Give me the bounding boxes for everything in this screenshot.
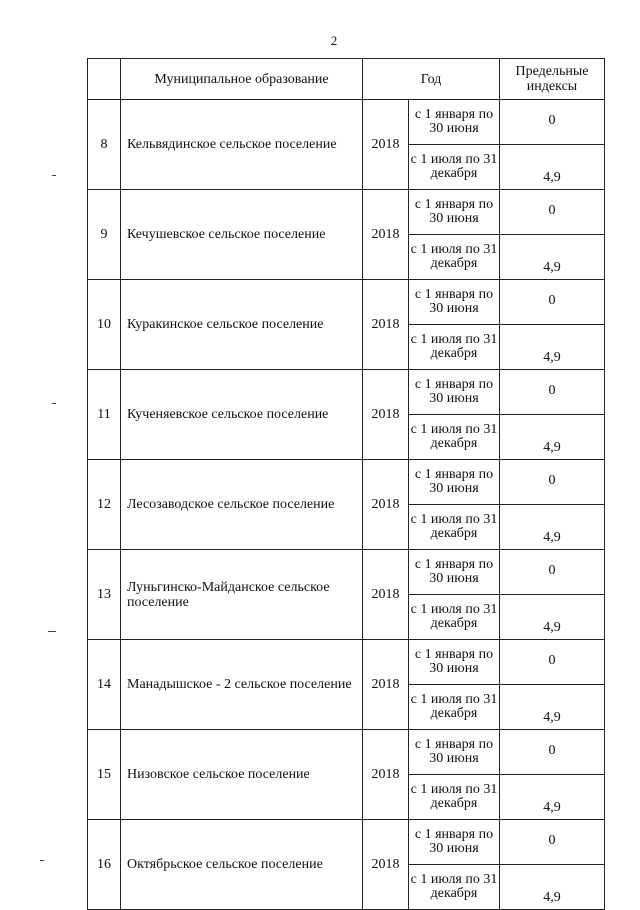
period-cell: с 1 января по 30 июня xyxy=(409,370,500,415)
table-header-row xyxy=(88,59,605,100)
period-cell: с 1 января по 30 июня xyxy=(409,190,500,235)
scan-mark xyxy=(52,175,56,176)
year-cell: 2018 xyxy=(363,550,409,640)
index-value: 4,9 xyxy=(500,775,605,820)
index-value: 4,9 xyxy=(500,595,605,640)
index-value: 0 xyxy=(500,190,605,235)
row-number: 10 xyxy=(88,280,121,370)
index-value: 4,9 xyxy=(500,415,605,460)
row-number: 8 xyxy=(88,100,121,190)
period-cell: с 1 июля по 31 декабря xyxy=(409,235,500,280)
table-row xyxy=(88,460,605,505)
period-cell: с 1 июля по 31 декабря xyxy=(409,325,500,370)
period-cell: с 1 января по 30 июня xyxy=(409,280,500,325)
row-number: 15 xyxy=(88,730,121,820)
index-value: 4,9 xyxy=(500,235,605,280)
header-year: Год xyxy=(363,59,500,100)
index-value: 0 xyxy=(500,280,605,325)
period-cell: с 1 июля по 31 декабря xyxy=(409,145,500,190)
row-number: 16 xyxy=(88,820,121,910)
year-cell: 2018 xyxy=(363,100,409,190)
table-row xyxy=(88,730,605,775)
period-cell: с 1 января по 30 июня xyxy=(409,100,500,145)
index-value: 4,9 xyxy=(500,505,605,550)
period-cell: с 1 января по 30 июня xyxy=(409,730,500,775)
page-number: 2 xyxy=(330,33,338,48)
year-cell: 2018 xyxy=(363,820,409,910)
municipality-name: Кечушевское сельское поселение xyxy=(121,190,363,280)
table-row xyxy=(88,640,605,685)
period-cell: с 1 января по 30 июня xyxy=(409,640,500,685)
period-cell: с 1 января по 30 июня xyxy=(409,550,500,595)
table-row xyxy=(88,820,605,865)
municipality-name: Кученяевское сельское поселение xyxy=(121,370,363,460)
index-value: 4,9 xyxy=(500,685,605,730)
header-indices: Предельные индексы xyxy=(500,59,605,100)
municipality-name: Луньгинско-Майданское сельское поселение xyxy=(121,550,363,640)
period-cell: с 1 июля по 31 декабря xyxy=(409,415,500,460)
table-row xyxy=(88,280,605,325)
header-municipality: Муниципальное образование xyxy=(121,59,363,100)
scan-mark xyxy=(40,860,44,861)
index-value: 0 xyxy=(500,100,605,145)
row-number: 14 xyxy=(88,640,121,730)
table-row xyxy=(88,550,605,595)
year-cell: 2018 xyxy=(363,460,409,550)
index-value: 0 xyxy=(500,730,605,775)
row-number: 9 xyxy=(88,190,121,280)
year-cell: 2018 xyxy=(363,280,409,370)
row-number: 11 xyxy=(88,370,121,460)
municipality-name: Манадышское - 2 сельское поселение xyxy=(121,640,363,730)
index-value: 4,9 xyxy=(500,325,605,370)
municipality-name: Низовское сельское поселение xyxy=(121,730,363,820)
municipality-name: Октябрьское сельское поселение xyxy=(121,820,363,910)
year-cell: 2018 xyxy=(363,730,409,820)
table-row xyxy=(88,190,605,235)
row-number: 13 xyxy=(88,550,121,640)
index-value: 0 xyxy=(500,550,605,595)
period-cell: с 1 июля по 31 декабря xyxy=(409,865,500,910)
scan-mark xyxy=(52,403,56,404)
period-cell: с 1 января по 30 июня xyxy=(409,460,500,505)
municipality-name: Куракинское сельское поселение xyxy=(121,280,363,370)
year-cell: 2018 xyxy=(363,190,409,280)
year-cell: 2018 xyxy=(363,370,409,460)
table-body xyxy=(88,100,605,910)
index-value: 4,9 xyxy=(500,865,605,910)
municipality-name: Кельвядинское сельское поселение xyxy=(121,100,363,190)
period-cell: с 1 июля по 31 декабря xyxy=(409,685,500,730)
header-number xyxy=(88,59,121,100)
scan-mark xyxy=(48,631,56,632)
period-cell: с 1 января по 30 июня xyxy=(409,820,500,865)
index-value: 0 xyxy=(500,370,605,415)
period-cell: с 1 июля по 31 декабря xyxy=(409,505,500,550)
municipality-name: Лесозаводское сельское поселение xyxy=(121,460,363,550)
row-number: 12 xyxy=(88,460,121,550)
table-row xyxy=(88,100,605,145)
period-cell: с 1 июля по 31 декабря xyxy=(409,595,500,640)
index-value: 0 xyxy=(500,460,605,505)
index-value: 0 xyxy=(500,640,605,685)
period-cell: с 1 июля по 31 декабря xyxy=(409,775,500,820)
year-cell: 2018 xyxy=(363,640,409,730)
indices-table xyxy=(87,58,605,910)
index-value: 0 xyxy=(500,820,605,865)
table-row xyxy=(88,370,605,415)
index-value: 4,9 xyxy=(500,145,605,190)
